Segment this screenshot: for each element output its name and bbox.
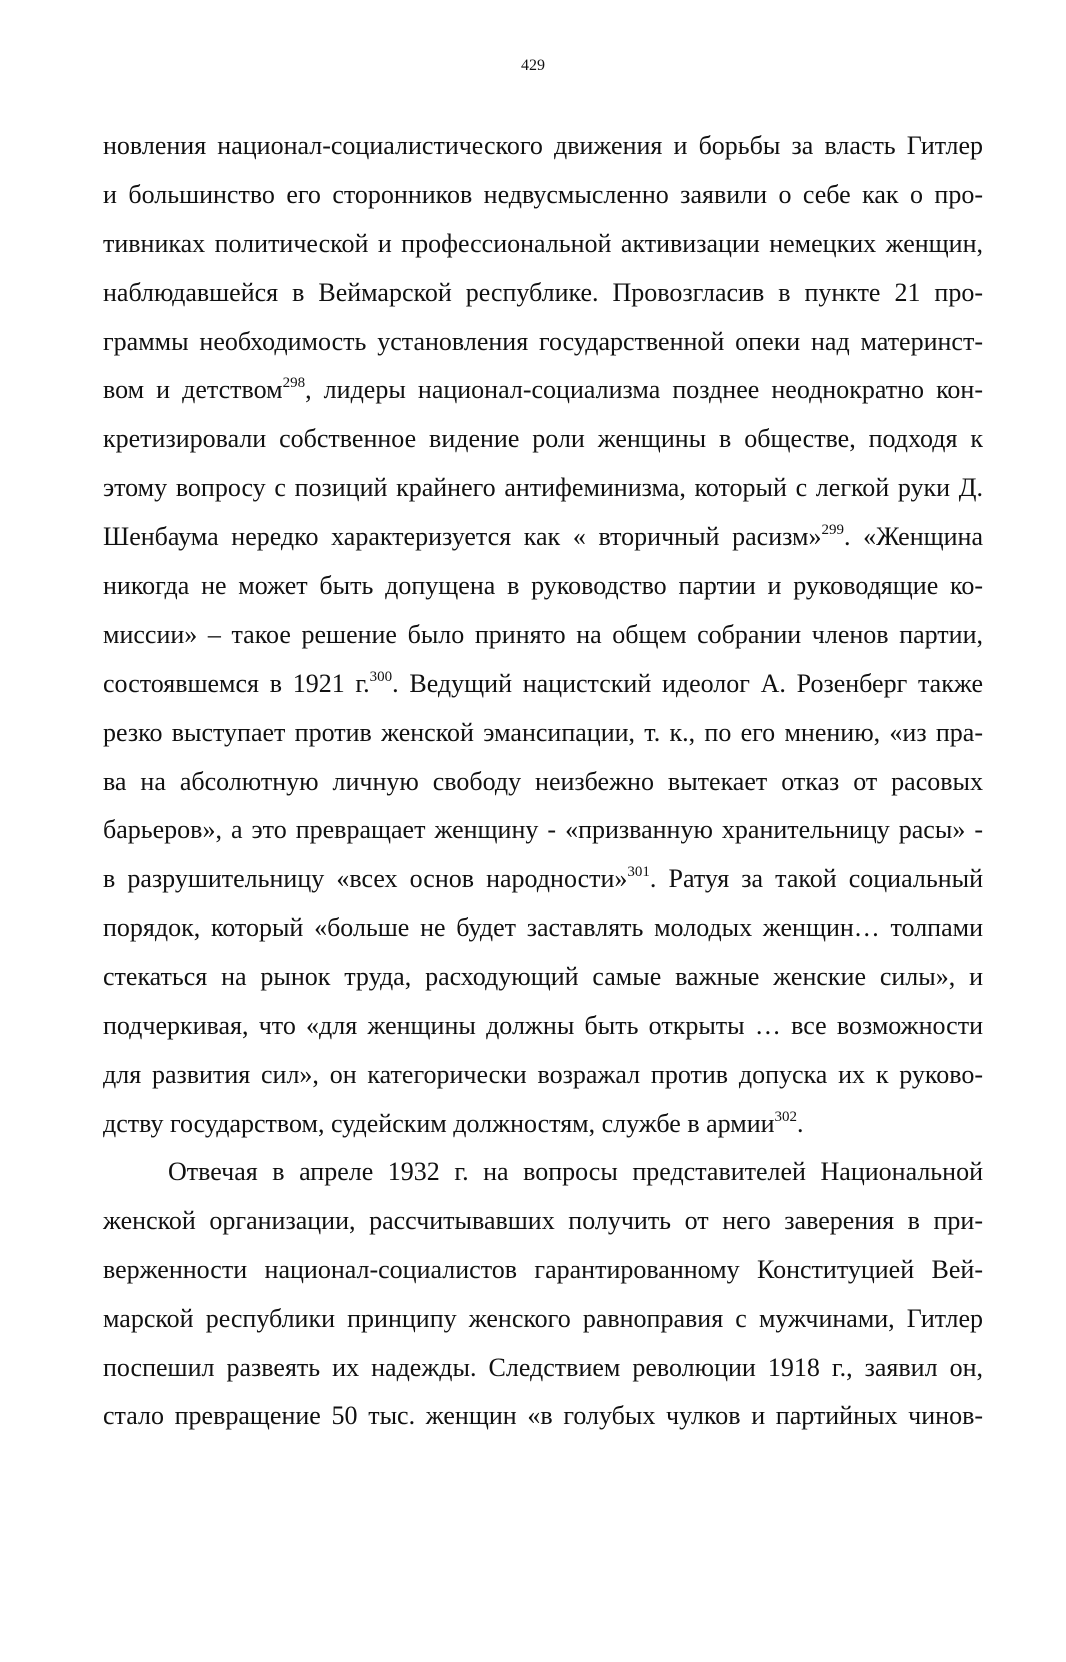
footnote-ref-300: 300: [369, 668, 393, 685]
text-line: женской организации, рассчитывавших получить от него заверения в при-: [103, 1205, 983, 1235]
text-line: и большинство его сторонников недвусмысленно заявили о себе как о про-: [103, 179, 983, 209]
text-line: миссии» – такое решение было принято на общем собрании членов партии,: [103, 619, 983, 649]
text-line: [103, 513, 983, 562]
text-line: [103, 1100, 983, 1149]
text-line: этому вопросу с позиций крайнего антифеминизма, который с легкой руки Д.: [103, 473, 983, 503]
text-fragment: . Ведущий нацистский идеолог А. Розенберг также: [392, 668, 983, 698]
paragraph-1: [103, 122, 983, 1149]
text-fragment: вом и детством: [103, 375, 283, 405]
text-line: поспешил развеять их надежды. Следствием революции 1918 г., заявил он,: [103, 1352, 983, 1382]
footnote-ref-298: 298: [282, 375, 306, 392]
text-line: марской республики принципу женского равноправия с мужчинами, Гитлер: [103, 1303, 983, 1333]
text-line: для развития сил», он категорически возражал против допуска их к руково-: [103, 1059, 983, 1089]
text-fragment: состоявшемся в 1921 г.: [103, 668, 370, 698]
text-fragment: . «Женщина: [844, 522, 983, 552]
text-line: тивниках политической и профессиональной активизации немецких женщин,: [103, 228, 983, 258]
text-line: [103, 660, 983, 709]
text-line: резко выступает против женской эмансипации, т. к., по его мнению, «из пра-: [103, 717, 983, 747]
text-line: барьеров», а это превращает женщину - «призванную хранительницу расы» -: [103, 815, 983, 845]
text-fragment: Шенбаума нередко характеризуется как « вторичный расизм»: [103, 522, 822, 552]
text-line: ва на абсолютную личную свободу неизбежно вытекает отказ от расовых: [103, 766, 983, 796]
text-line: кретизировали собственное видение роли женщины в обществе, подходя к: [103, 424, 983, 454]
paragraph-2: [103, 1148, 983, 1441]
text-fragment: . Ратуя за такой социальный: [649, 864, 983, 894]
text-line: стекаться на рынок труда, расходующий самые важные женские силы», и: [103, 962, 983, 992]
text-line: граммы необходимость установления государственной опеки над материнст-: [103, 326, 983, 356]
text-line: новления национал-социалистического движения и борьбы за власть Гитлер: [103, 131, 983, 160]
text-line: подчеркивая, что «для женщины должны быть открыты … все возможности: [103, 1011, 983, 1041]
text-line: порядок, который «больше не будет заставлять молодых женщин… толпами: [103, 913, 983, 943]
text-fragment: , лидеры национал-социализма позднее неоднократно кон-: [305, 375, 983, 405]
page-number: 429: [521, 57, 545, 74]
text-line: Отвечая в апреле 1932 г. на вопросы представителей Национальной: [168, 1157, 983, 1186]
text-fragment: дству государством, судейским должностям, службе в армии: [103, 1108, 775, 1138]
footnote-ref-302: 302: [774, 1108, 798, 1125]
text-fragment: в разрушительницу «всех основ народности»: [103, 864, 628, 894]
text-fragment: .: [797, 1108, 804, 1138]
footnote-ref-301: 301: [627, 864, 650, 881]
text-line: стало превращение 50 тыс. женщин «в голубых чулков и партийных чинов-: [103, 1401, 983, 1431]
footnote-ref-299: 299: [821, 522, 844, 539]
text-line: [103, 855, 983, 904]
text-line: никогда не может быть допущена в руководство партии и руководящие ко-: [103, 571, 983, 601]
text-line: наблюдавшейся в Веймарской республике. Провозгласив в пункте 21 про-: [103, 277, 983, 307]
text-line: верженности национал-социалистов гарантированному Конституцией Вей-: [103, 1254, 983, 1284]
text-line: [103, 366, 983, 415]
